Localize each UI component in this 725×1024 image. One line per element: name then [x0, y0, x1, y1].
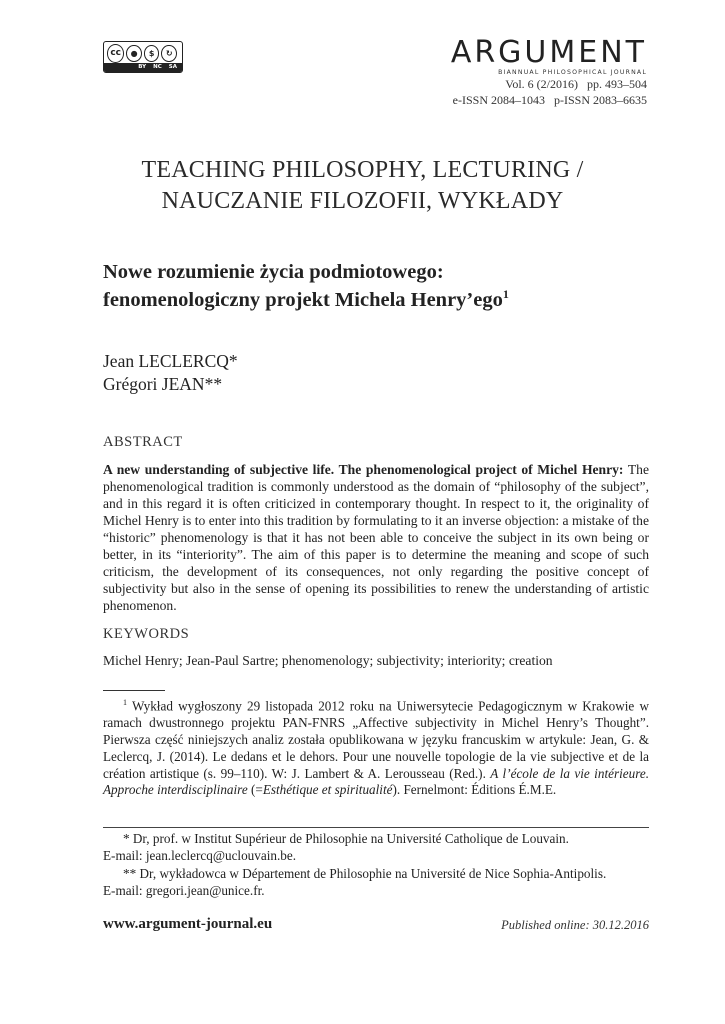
journal-subtitle: BIANNUAL PHILOSOPHICAL JOURNAL: [498, 69, 647, 76]
affiliation-2-text: Dr, wykładowca w Département de Philosophie na Université de Nice Sophia-Antipolis.: [136, 866, 607, 881]
article-title-note-marker: 1: [502, 287, 509, 302]
article-title-line1: Nowe rozumienie życia podmiotowego:: [103, 261, 444, 283]
section-title-line2: NAUCZANIE FILOZOFII, WYKŁADY: [161, 188, 564, 214]
affiliation-2-marker: **: [123, 866, 137, 881]
journal-url-link[interactable]: www.argument-journal.eu: [103, 916, 273, 932]
article-title-line2-text: fenomenologiczny projekt Michela Henry’ego: [103, 289, 503, 311]
affiliation-1-marker: *: [123, 831, 130, 846]
article-title: [103, 258, 643, 314]
footnote: [103, 695, 649, 799]
footnote-italic-b: Esthétique et spiritualité: [262, 782, 393, 798]
noncommercial-icon: $: [144, 45, 160, 62]
volume-line: Vol. 6 (2/2016) pp. 493–504: [505, 77, 647, 91]
affiliation-1-email: E-mail: jean.leclercq@uclouvain.be.: [103, 847, 297, 863]
journal-title: ARGUMENT: [450, 35, 647, 70]
abstract-lead: A new understanding of subjective life. The phenomenological project of Michel Henry:: [103, 462, 624, 477]
abstract-body: [103, 461, 649, 614]
license-label-sa: SA: [168, 64, 177, 70]
section-title: [0, 155, 725, 217]
affiliation-1: [103, 831, 649, 865]
author-1: Jean LECLERCQ*: [103, 351, 238, 371]
footnote-text-a: Wykład wygłoszony 29 listopada 2012 roku na Uniwersytecie Pedagogicznym w Krakowie w ramach dwustronnego projektu PAN-FNRS „Affective subjectivity in Michel Henry’s Thought”. Pierwsza część niniejszych analiz została opublikowana w języku francuskim w artykule: Jean, G. & Leclercq, J. (2014). Le dedans et le dehors. Pour une nouvelle topologie de la vie subjective et de la création artistique (s. 99–110). W: J. Lambert & A. Lerousseau (Red.).: [103, 698, 649, 781]
cc-license-badge: [103, 41, 183, 73]
footnote-text-b: (=: [247, 782, 263, 798]
section-title-line1: TEACHING PHILOSOPHY, LECTURING /: [141, 157, 584, 183]
journal-masthead: [450, 35, 647, 108]
cc-icon: cc: [107, 44, 124, 63]
published-date: Published online: 30.12.2016: [501, 918, 649, 932]
footnote-marker: 1: [123, 698, 127, 707]
license-label-by: BY: [138, 64, 147, 70]
sharealike-icon: ↻: [161, 45, 177, 62]
affiliation-rule: [103, 827, 649, 828]
author-2: Grégori JEAN**: [103, 374, 223, 394]
keywords-heading: KEYWORDS: [103, 626, 190, 642]
license-label-nc: NC: [153, 64, 162, 70]
abstract-heading: ABSTRACT: [103, 434, 183, 450]
keywords-body: Michel Henry; Jean-Paul Sartre; phenomenology; subjectivity; interiority; creation: [103, 653, 553, 668]
issn-line: e-ISSN 2084–1043 p-ISSN 2083–6635: [452, 93, 647, 107]
footnote-rule: [103, 690, 165, 691]
affiliation-2-email: E-mail: gregori.jean@unice.fr.: [103, 882, 265, 898]
article-title-line2: [103, 286, 643, 314]
footnote-text-c: ). Fernelmont: Éditions É.M.E.: [392, 782, 557, 798]
authors: [103, 350, 238, 396]
by-person-icon: ●: [126, 45, 142, 62]
abstract-text: The phenomenological tradition is commonly understood as the domain of “philosophy of the subject”, and in this regard it is often criticized in contemporary thought. In respect to it, the originality of Michel Henry is to enter into this tradition by formulating to it an inverse objection: a mistake of the “historic” phenomenology is that it has not been able to conceive the subject in its own being or better, in its “interiority”. The aim of this paper is to determine the meaning and scope of such criticism, the development of its consequences, not only regarding the positive concept of subjectivity but also in the sense of opening its possibilities to renew the understanding of artistic phenomenon.: [103, 462, 649, 613]
affiliation-2: [103, 866, 649, 900]
affiliation-1-text: Dr, prof. w Institut Supérieur de Philosophie na Université Catholique de Louvain.: [129, 831, 569, 846]
footnote-italic-a: A l’école de la vie intérieure. Approche interdisciplinaire: [103, 765, 649, 798]
